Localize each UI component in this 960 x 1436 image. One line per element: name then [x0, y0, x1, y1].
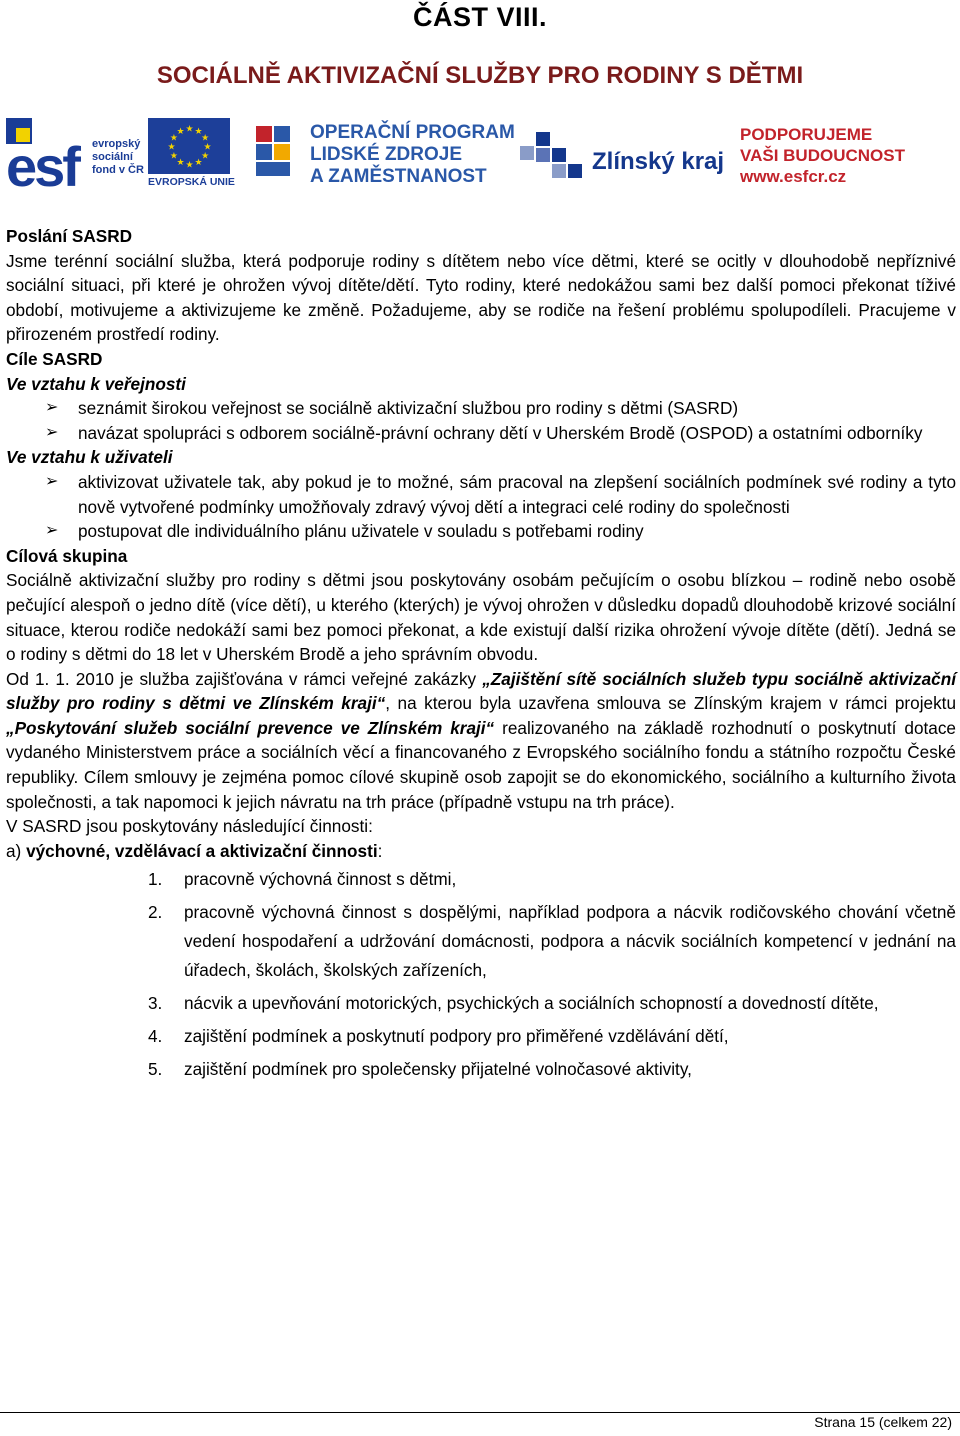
goals-heading: Cíle SASRD — [6, 348, 103, 369]
pv-line-2: VAŠI BUDOUCNOST — [740, 146, 905, 165]
activities-category — [6, 839, 956, 864]
user-goals-list — [6, 470, 956, 544]
list-item — [148, 1022, 956, 1051]
zlinsky-kraj-icon — [520, 132, 584, 184]
public-subheading: Ve vztahu k veřejnosti — [6, 373, 186, 394]
eu-star-icon: ★ — [185, 123, 194, 134]
list-item-text: navázat spolupráci s odborem sociálně-právní ochrany dětí v Uherském Brodě (OSPOD) a ostatními odborníky — [78, 422, 923, 443]
arrow-bullet-icon: ➢ — [45, 423, 59, 441]
list-item — [148, 898, 956, 985]
esf-line-3: fond v ČR — [92, 164, 144, 176]
target-group-heading: Cílová skupina — [6, 545, 128, 566]
eu-star-icon: ★ — [185, 159, 194, 170]
op-line-3: A ZAMĚSTNANOST — [310, 166, 487, 187]
esf-line-1: evropský — [92, 138, 141, 150]
list-item-text: zajištění podmínek a poskytnutí podpory pro přiměřené vzdělávání dětí, — [184, 1026, 729, 1047]
zlinsky-kraj-logo — [520, 132, 725, 184]
esf-logo — [6, 118, 146, 190]
eu-star-icon: ★ — [169, 132, 178, 143]
pv-line-1: PODPORUJEME — [740, 125, 873, 144]
arrow-bullet-icon: ➢ — [45, 399, 59, 417]
activities-intro: V SASRD jsou poskytovány následující činnosti: — [6, 816, 373, 837]
op-line-2: LIDSKÉ ZDROJE — [310, 144, 463, 165]
funding-paragraph — [6, 667, 956, 815]
list-item — [45, 519, 956, 544]
list-number: 1. — [148, 869, 163, 890]
list-item — [148, 865, 956, 894]
document-title: SOCIÁLNĚ AKTIVIZAČNÍ SLUŽBY PRO RODINY S DĚTMI — [156, 62, 804, 89]
list-item-text: seznámit širokou veřejnost se sociálně aktivizační službou pro rodiny s dětmi (SASRD) — [78, 398, 739, 419]
esfcr-logo — [740, 124, 910, 188]
eu-logo — [148, 118, 235, 190]
eu-star-icon: ★ — [167, 141, 176, 152]
list-number: 3. — [148, 993, 163, 1014]
esf-big-text: esf — [6, 135, 78, 190]
activities-heading: výchovné, vzdělávací a aktivizační činnosti — [26, 840, 378, 861]
eu-star-icon: ★ — [201, 150, 210, 161]
list-item-text: aktivizovat uživatele tak, aby pokud je to možné, sám pracoval na zlepšení sociálních podmínek své rodiny a tyto nově vytvořené podmínky umožňovaly zdravý vývoj dětí a integraci celé rodiny do společnosti — [78, 471, 956, 517]
footer-divider — [0, 1412, 960, 1413]
list-number: 2. — [148, 902, 163, 923]
target-group-paragraph: Sociálně aktivizační služby pro rodiny s dětmi jsou poskytovány osobám pečujícím o osobu blízkou – rodině nebo osobě pečující alespoň o jedno dítě (více dětí), u kterého (kterých) je vývoj ohrožen v důsledku dopadů dlouhodobě krizové sociální situace, kterou rodiče nedokáží sami bez pomoci překonat, a kde existují další rizika ohrožení vývoje dítěte (dětí). Jedná se o rodiny s dětmi do 18 let v Uherském Brodě a jeho správním obvodu. — [6, 570, 956, 665]
part-title: ČÁST VIII. — [412, 2, 547, 32]
eu-star-icon: ★ — [203, 141, 212, 152]
eu-star-icon: ★ — [201, 132, 210, 143]
op-line-1: OPERAČNÍ PROGRAM — [310, 122, 515, 143]
funding-text-1: Od 1. 1. 2010 je služba zajišťována v rámci veřejné zakázky — [6, 668, 483, 689]
eu-star-icon: ★ — [176, 125, 185, 136]
list-item — [148, 1055, 956, 1084]
user-subheading: Ve vztahu k uživateli — [6, 447, 173, 468]
esf-line-2: sociální — [92, 151, 133, 163]
list-item-text: nácvik a upevňování motorických, psychických a sociálních schopností a dovedností dítěte, — [184, 993, 879, 1014]
arrow-bullet-icon: ➢ — [45, 472, 59, 490]
list-item-text: zajištění podmínek pro společensky přijatelné volnočasové aktivity, — [184, 1059, 692, 1080]
mission-heading: Poslání SASRD — [6, 226, 133, 246]
list-item-text: pracovně výchovná činnost s dětmi, — [184, 869, 457, 890]
eu-star-icon: ★ — [194, 157, 203, 168]
list-item-text: pracovně výchovná činnost s dospělými, například podpora a nácvik rodičovského chování včetně vedení hospodaření a udržování domácnosti, podpora a nácvik sociálních kompetencí v jednání na úřadech, školách, školských zařízeních, — [184, 902, 956, 981]
list-item — [45, 421, 956, 446]
list-number: 5. — [148, 1059, 163, 1080]
logo-band — [0, 110, 960, 200]
activities-colon: : — [377, 840, 383, 861]
eu-star-icon: ★ — [194, 125, 203, 136]
funding-text-3: realizovaného na základě rozhodnutí o poskytnutí dotace vydaného Ministerstvem práce a sociálních věcí a financovaného z Evropského sociálního fondu a státního rozpočtu České republiky. Cílem smlouvy je zejména pomoc cílové skupině osob zapojit se do ekonomického, sociálního a kulturního života společnosti, a tak napomoci k jejich návratu na trh práce (případně vstupu na trh práce). — [6, 717, 956, 812]
eu-star-icon: ★ — [169, 150, 178, 161]
activities-label: a) — [6, 840, 27, 861]
eu-caption: EVROPSKÁ UNIE — [148, 176, 235, 188]
document-body — [6, 224, 956, 1088]
page-number: Strana 15 (celkem 22) — [814, 1414, 952, 1430]
pv-line-3: www.esfcr.cz — [740, 167, 847, 186]
list-item — [45, 470, 956, 519]
op-lzz-icon — [256, 118, 304, 178]
public-goals-list — [6, 396, 956, 445]
activities-list — [6, 865, 956, 1084]
list-item — [148, 989, 956, 1018]
op-lzz-logo — [256, 118, 515, 192]
mission-paragraph: Jsme terénní sociální služba, která podporuje rodiny s dítětem nebo více dětmi, které se ocitly v dlouhodobě nepříznivé sociální situaci, při které je ohrožen vývoj dítěte/dětí. Tyto rodiny, které nedokážou sami bez další pomoci překonat tíživé období, motivujeme a aktivizujeme ke změně. Požadujeme, aby se rodiče na řešení problému spolupodíleli. Pracujeme v přirozeném prostředí rodiny. — [6, 250, 956, 345]
arrow-bullet-icon: ➢ — [45, 522, 59, 540]
list-number: 4. — [148, 1026, 163, 1047]
list-item-text: postupovat dle individuálního plánu uživatele v souladu s potřebami rodiny — [78, 521, 644, 542]
eu-star-icon: ★ — [176, 157, 185, 168]
list-item — [45, 396, 956, 421]
funding-project-name: „Poskytování služeb sociální prevence ve Zlínském kraji“ — [6, 717, 495, 738]
zk-text: Zlínský kraj — [592, 148, 725, 175]
eu-flag-icon — [148, 118, 230, 176]
funding-contract-name: „Zajištění sítě sociálních služeb typu sociálně aktivizační služby pro rodiny s dětmi ve Zlínském kraji“ — [6, 668, 956, 714]
funding-text-2: , na kterou byla uzavřena smlouva se Zlínským krajem v rámci projektu — [385, 693, 956, 714]
